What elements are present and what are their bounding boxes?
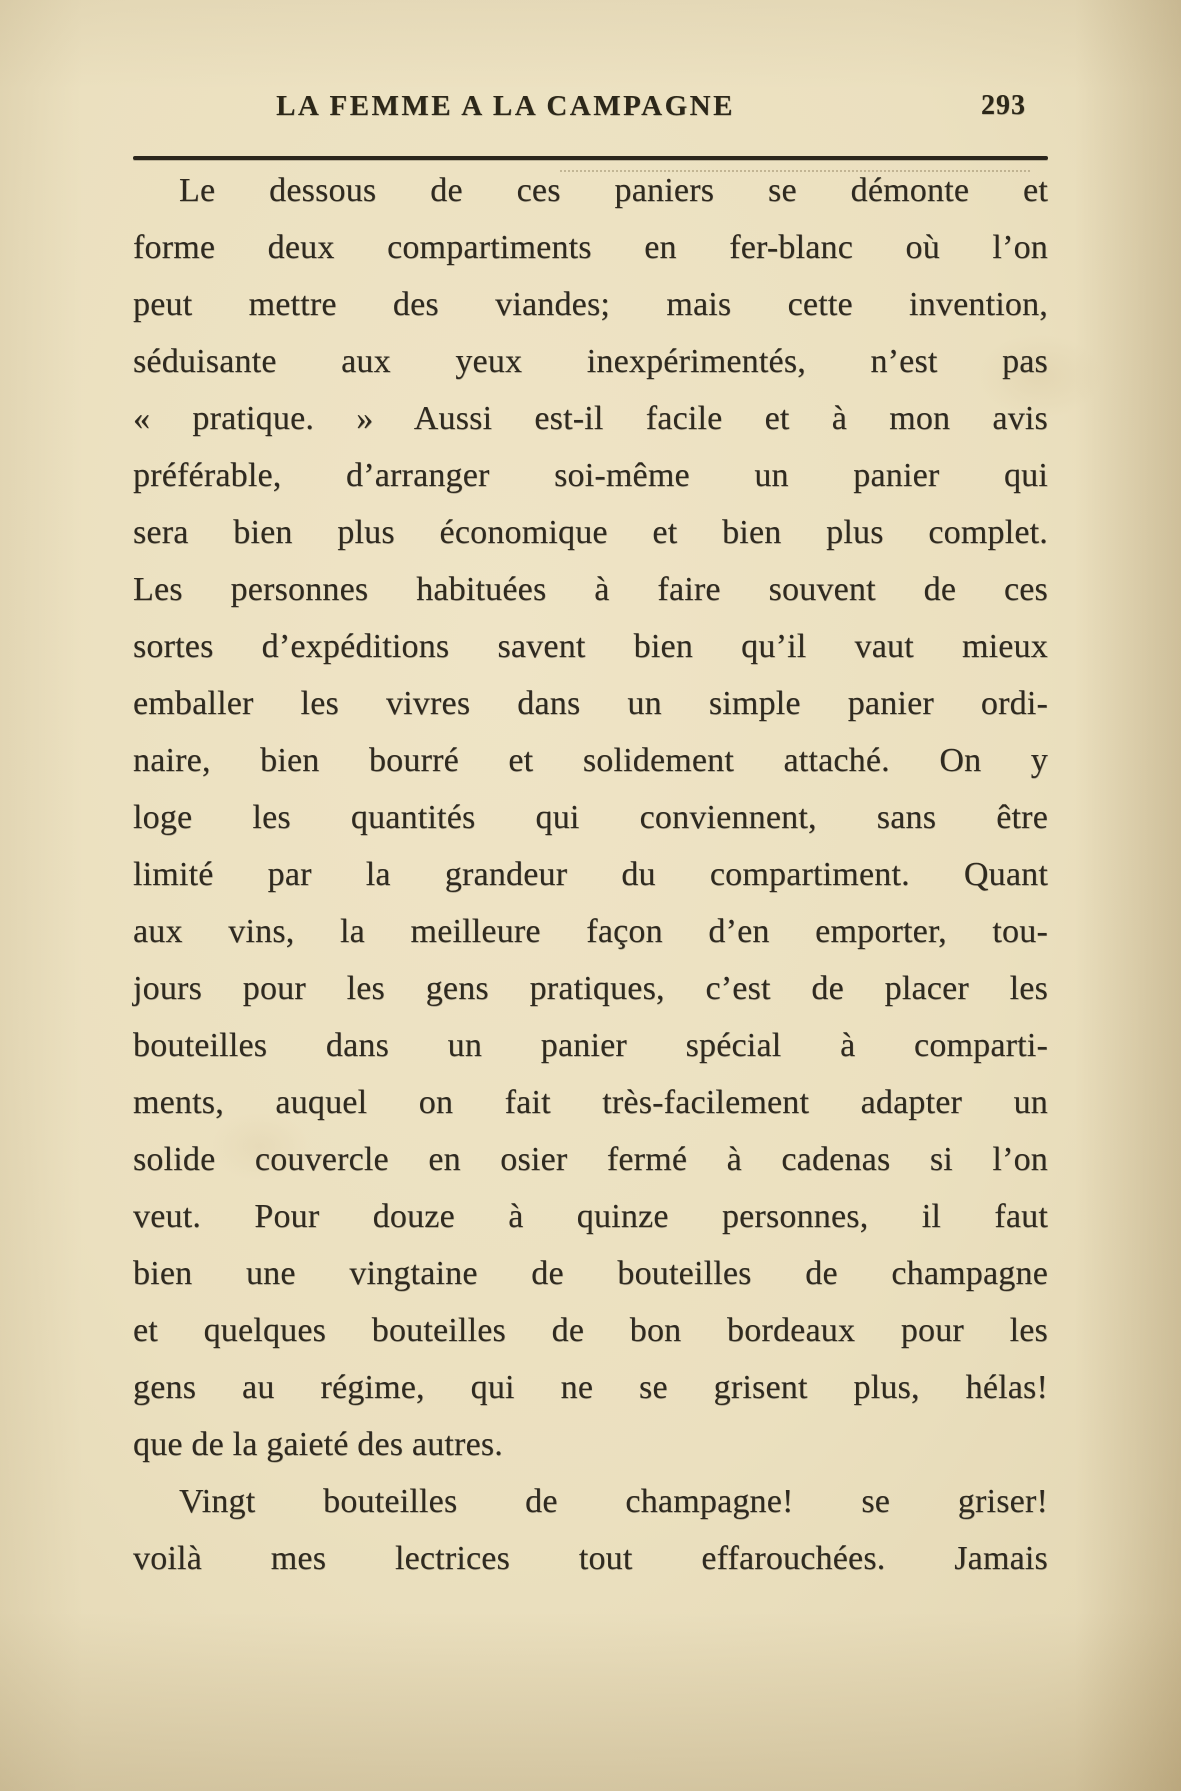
text-line: solide couvercle en osier fermé à cadenas si l’on (133, 1141, 1048, 1178)
text-line: et quelques bouteilles de bon bordeaux pour les (133, 1312, 1048, 1349)
text-line: limité par la grandeur du compartiment. Quant (133, 856, 1048, 893)
text-line: Le dessous de ces paniers se démonte et (179, 172, 1048, 209)
running-header (133, 90, 1048, 126)
text-line: jours pour les gens pratiques, c’est de placer les (133, 970, 1048, 1007)
text-line: sortes d’expéditions savent bien qu’il vaut mieux (133, 628, 1048, 665)
text-line: forme deux compartiments en fer-blanc où l’on (133, 229, 1048, 266)
header-rule-divider (133, 156, 1048, 160)
body-text (133, 162, 1048, 1587)
text-line: « pratique. » Aussi est-il facile et à mon avis (133, 400, 1048, 437)
text-line: voilà mes lectrices tout effarouchées. Jamais (133, 1540, 1048, 1577)
text-line: bien une vingtaine de bouteilles de champagne (133, 1255, 1048, 1292)
text-line: préférable, d’arranger soi-même un panier qui (133, 457, 1048, 494)
text-line: que de la gaieté des autres. (133, 1426, 503, 1463)
text-line: Vingt bouteilles de champagne! se griser! (179, 1483, 1048, 1520)
text-line: ments, auquel on fait très-facilement adapter un (133, 1084, 1048, 1121)
page-header-title: LA FEMME A LA CAMPAGNE (276, 90, 735, 122)
text-line: loge les quantités qui conviennent, sans être (133, 799, 1048, 836)
text-line: veut. Pour douze à quinze personnes, il faut (133, 1198, 1048, 1235)
text-line: peut mettre des viandes; mais cette invention, (133, 286, 1048, 323)
text-line: séduisante aux yeux inexpérimentés, n’est pas (133, 343, 1048, 380)
text-line: Les personnes habituées à faire souvent de ces (133, 571, 1048, 608)
text-line: aux vins, la meilleure façon d’en emporter, tou- (133, 913, 1048, 950)
text-line: gens au régime, qui ne se grisent plus, hélas! (133, 1369, 1048, 1406)
page-number: 293 (981, 90, 1026, 121)
text-line: emballer les vivres dans un simple panier ordi- (133, 685, 1048, 722)
text-line: bouteilles dans un panier spécial à comparti- (133, 1027, 1048, 1064)
text-line: sera bien plus économique et bien plus complet. (133, 514, 1048, 551)
text-line: naire, bien bourré et solidement attaché. On y (133, 742, 1048, 779)
